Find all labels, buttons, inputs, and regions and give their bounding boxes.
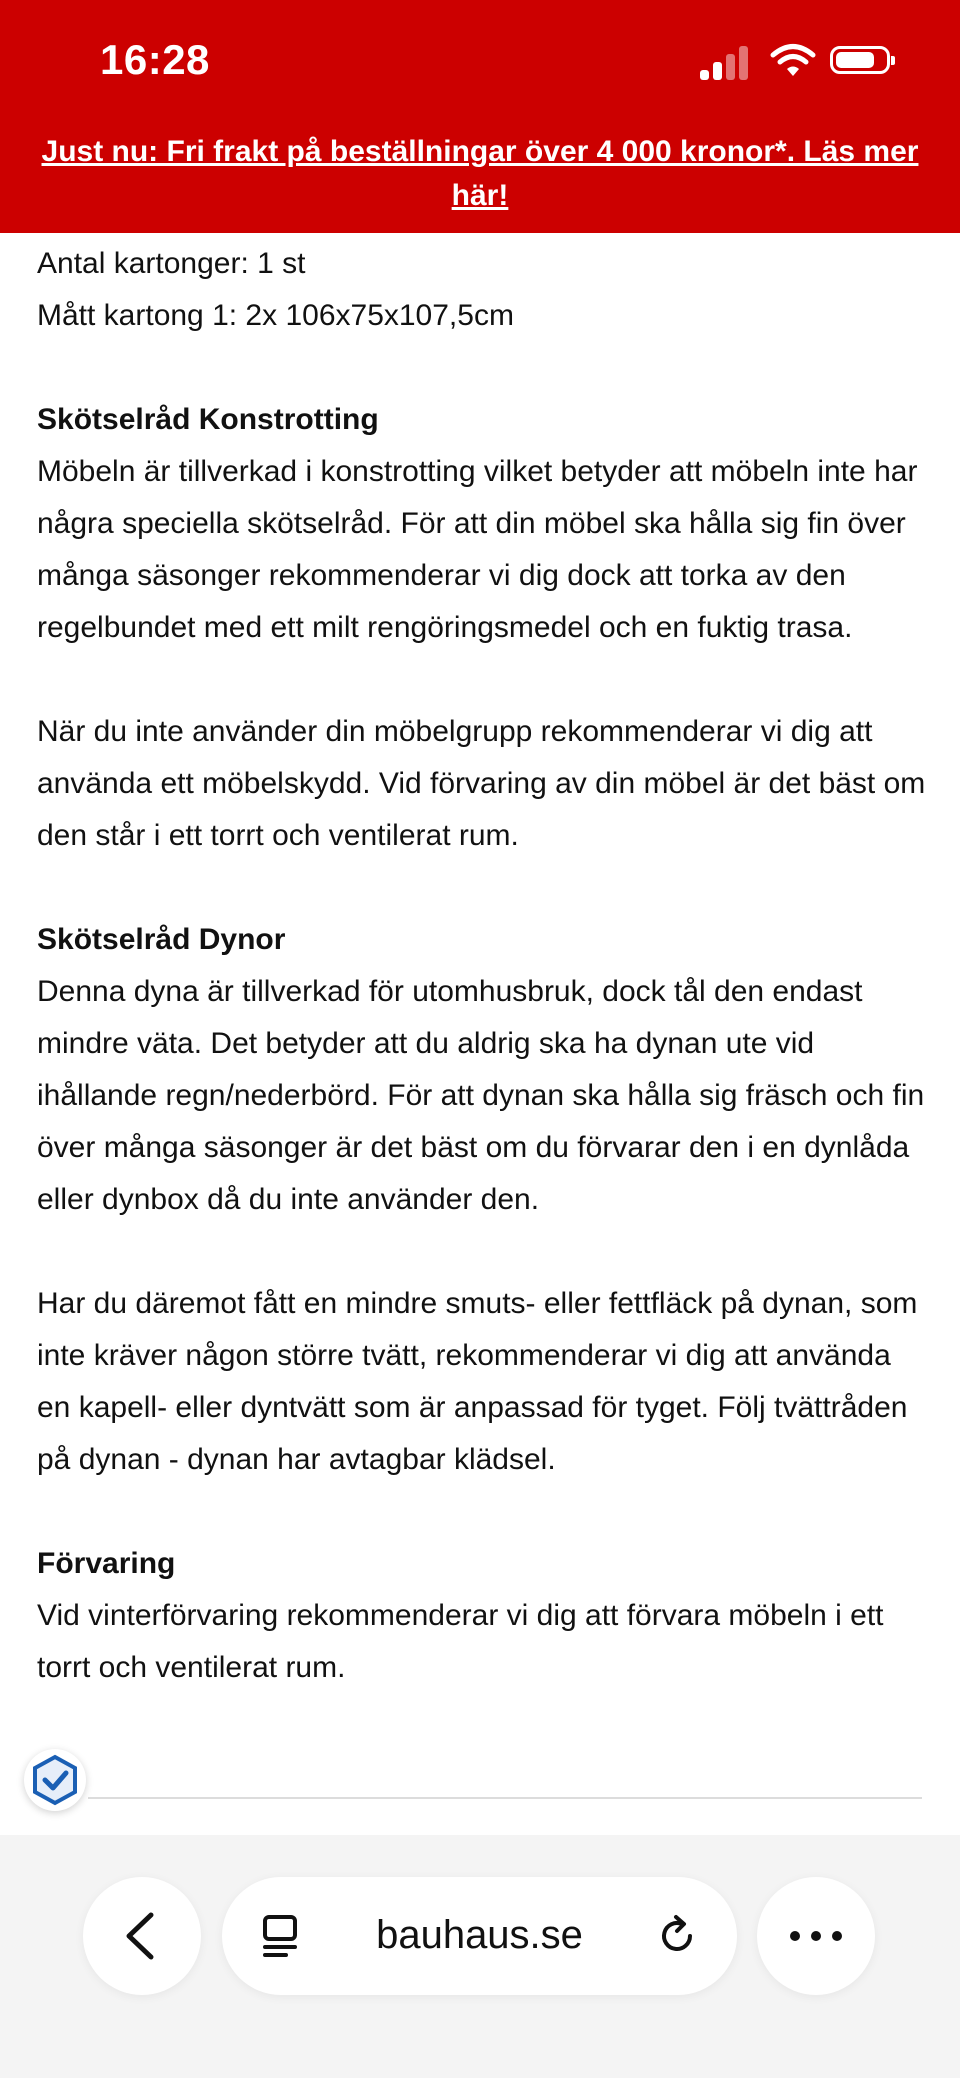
trust-badge-button[interactable]: [24, 1749, 86, 1811]
status-time: 16:28: [100, 36, 210, 83]
section-paragraph: Vid vinterförvaring rekommenderar vi dig att förvara möbeln i ett torrt och ventilerat rum.: [37, 1599, 884, 1684]
url-text[interactable]: bauhaus.se: [376, 1913, 583, 1957]
address-bar[interactable]: [222, 1877, 737, 1995]
reload-icon[interactable]: [652, 1911, 702, 1961]
section-heading-konstrotting: Skötselråd Konstrotting: [37, 403, 379, 436]
section-paragraph: Har du däremot fått en mindre smuts- eller fettfläck på dynan, som inte kräver någon större tvätt, rekommenderar vi dig att använda en kapell- eller dyntvätt som är anpassad för tyget. Följ tvättråden på dynan - dynan har avtagbar klädsel.: [37, 1287, 918, 1476]
section-heading-forvaring: Förvaring: [37, 1547, 176, 1580]
more-icon: [757, 1877, 875, 1995]
battery-icon: [830, 46, 890, 74]
section-paragraph: Denna dyna är tillverkad för utomhusbruk, dock tål den endast mindre väta. Det betyder att du aldrig ska ha dynan ute vid ihållande regn/nederbörd. För att dynan ska hålla sig fräsch och fin över många säsonger är det bäst om du förvarar den i en dynlåda eller dynbox då du inte använder den.: [37, 975, 925, 1216]
back-button[interactable]: [83, 1877, 201, 1995]
product-description: [37, 238, 927, 1694]
content-divider: [88, 1797, 922, 1799]
chevron-left-icon: [83, 1877, 201, 1995]
tabs-icon[interactable]: [256, 1911, 306, 1961]
verified-check-icon: [24, 1749, 86, 1811]
spec-carton-dimensions: Mått kartong 1: 2x 106x75x107,5cm: [37, 299, 514, 332]
section-paragraph: När du inte använder din möbelgrupp rekommenderar vi dig att använda ett möbelskydd. Vid förvaring av din möbel är det bäst om den står i ett torrt och ventilerat rum.: [37, 715, 926, 852]
wifi-icon: [770, 42, 816, 78]
cellular-signal-icon: [700, 46, 750, 80]
more-button[interactable]: [757, 1877, 875, 1995]
promo-banner-bar: [0, 0, 960, 233]
section-paragraph: Möbeln är tillverkad i konstrotting vilket betyder att möbeln inte har några speciella skötselråd. För att din möbel ska hålla sig fin över många säsonger rekommenderar vi dig dock att torka av den regelbundet med ett milt rengöringsmedel och en fuktig trasa.: [37, 455, 918, 644]
spec-cartons: Antal kartonger: 1 st: [37, 247, 306, 280]
free-shipping-link[interactable]: Just nu: Fri frakt på beställningar över 4 000 kronor*. Läs mer här!: [41, 135, 919, 212]
section-heading-dynor: Skötselråd Dynor: [37, 923, 286, 956]
